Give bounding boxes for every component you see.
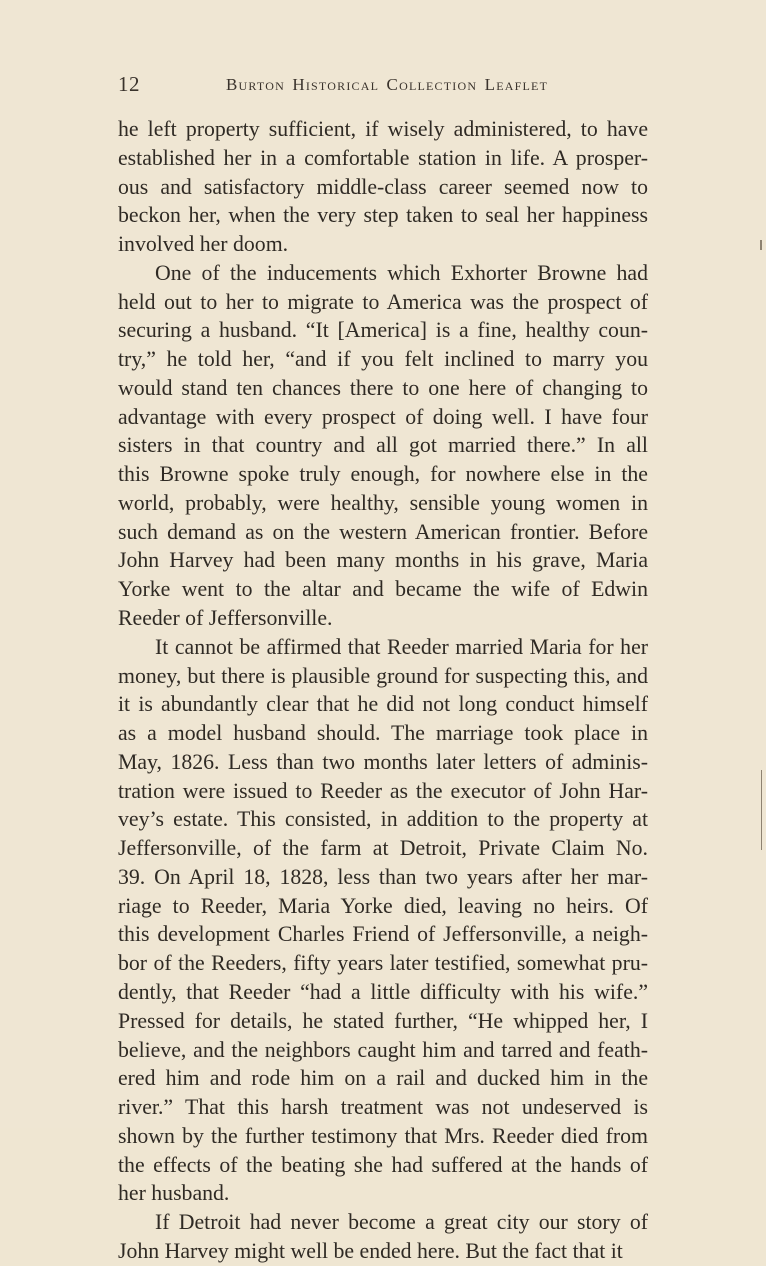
text-line: he left property sufficient, if wisely administered, to have (118, 117, 648, 141)
text-line: tration were issued to Reeder as the executor of John Har- (118, 778, 648, 803)
running-head-title: Burton Historical Collection Leaflet (226, 75, 549, 94)
paragraph (118, 259, 648, 633)
text-line: John Harvey had been many months in his grave, Maria (118, 548, 648, 573)
text-line: involved her doom. (118, 232, 289, 257)
body-text (118, 115, 648, 1266)
text-line: vey’s estate. This consisted, in addition to the property at (118, 807, 648, 832)
text-line: bor of the Reeders, fifty years later testified, somewhat pru- (118, 951, 648, 976)
text-line: May, 1826. Less than two months later letters of adminis- (118, 749, 648, 774)
text-line: One of the inducements which Exhorter Browne had (155, 260, 648, 285)
text-line: believe, and the neighbors caught him and tarred and feath- (118, 1037, 648, 1062)
text-line: riage to Reeder, Maria Yorke died, leaving no heirs. Of (118, 893, 648, 918)
text-line: securing a husband. “It [America] is a fine, healthy coun- (118, 318, 648, 343)
text-line: river.” That this harsh treatment was not undeserved is (118, 1095, 648, 1120)
text-line: ered him and rode him on a rail and ducked him in the (118, 1066, 648, 1091)
text-line: Jeffersonville, of the farm at Detroit, Private Claim No. (118, 836, 648, 861)
page-edge-mark (761, 770, 762, 850)
text-line: Reeder of Jeffersonville. (118, 606, 333, 631)
text-line: Yorke went to the altar and became the wife of Edwin (118, 577, 648, 602)
text-line: money, but there is plausible ground for suspecting this, and (118, 663, 648, 688)
text-line: such demand as on the western American frontier. Before (118, 519, 648, 544)
text-line: shown by the further testimony that Mrs. Reeder died from (118, 1123, 648, 1148)
text-line: her husband. (118, 1181, 230, 1206)
text-line: it is abundantly clear that he did not long conduct himself (118, 692, 648, 717)
text-line: If Detroit had never become a great city our story of (155, 1210, 648, 1235)
text-line: as a model husband should. The marriage took place in (118, 721, 648, 746)
paragraph (118, 1208, 648, 1266)
paragraph (118, 115, 648, 259)
text-line: try,” he told her, “and if you felt inclined to marry you (118, 347, 648, 372)
running-head (118, 72, 648, 100)
text-line: Pressed for details, he stated further, “He whipped her, I (118, 1008, 648, 1033)
text-line: this development Charles Friend of Jeffersonville, a neigh- (118, 922, 648, 947)
page-edge-mark (760, 240, 762, 250)
paragraph (118, 633, 648, 1208)
text-line: It cannot be affirmed that Reeder married Maria for her (155, 634, 648, 659)
page-number: 12 (118, 72, 140, 96)
text-line: held out to her to migrate to America was the prospect of (118, 289, 648, 314)
text-line: 39. On April 18, 1828, less than two years after her mar- (118, 864, 648, 889)
text-line: would stand ten chances there to one here of changing to (118, 375, 648, 400)
text-line: established her in a comfortable station in life. A prosper- (118, 145, 648, 170)
text-line: the effects of the beating she had suffered at the hands of (118, 1152, 648, 1177)
text-line: world, probably, were healthy, sensible young women in (118, 490, 648, 515)
text-line: this Browne spoke truly enough, for nowhere else in the (118, 462, 648, 487)
text-line: John Harvey might well be ended here. But the fact that it (118, 1238, 623, 1263)
text-line: sisters in that country and all got married there.” In all (118, 433, 648, 458)
text-line: ous and satisfactory middle-class career seemed now to (118, 174, 648, 199)
text-line: advantage with every prospect of doing well. I have four (118, 404, 648, 429)
text-line: dently, that Reeder “had a little difficulty with his wife.” (118, 979, 648, 1004)
text-line: beckon her, when the very step taken to seal her happiness (118, 203, 648, 228)
